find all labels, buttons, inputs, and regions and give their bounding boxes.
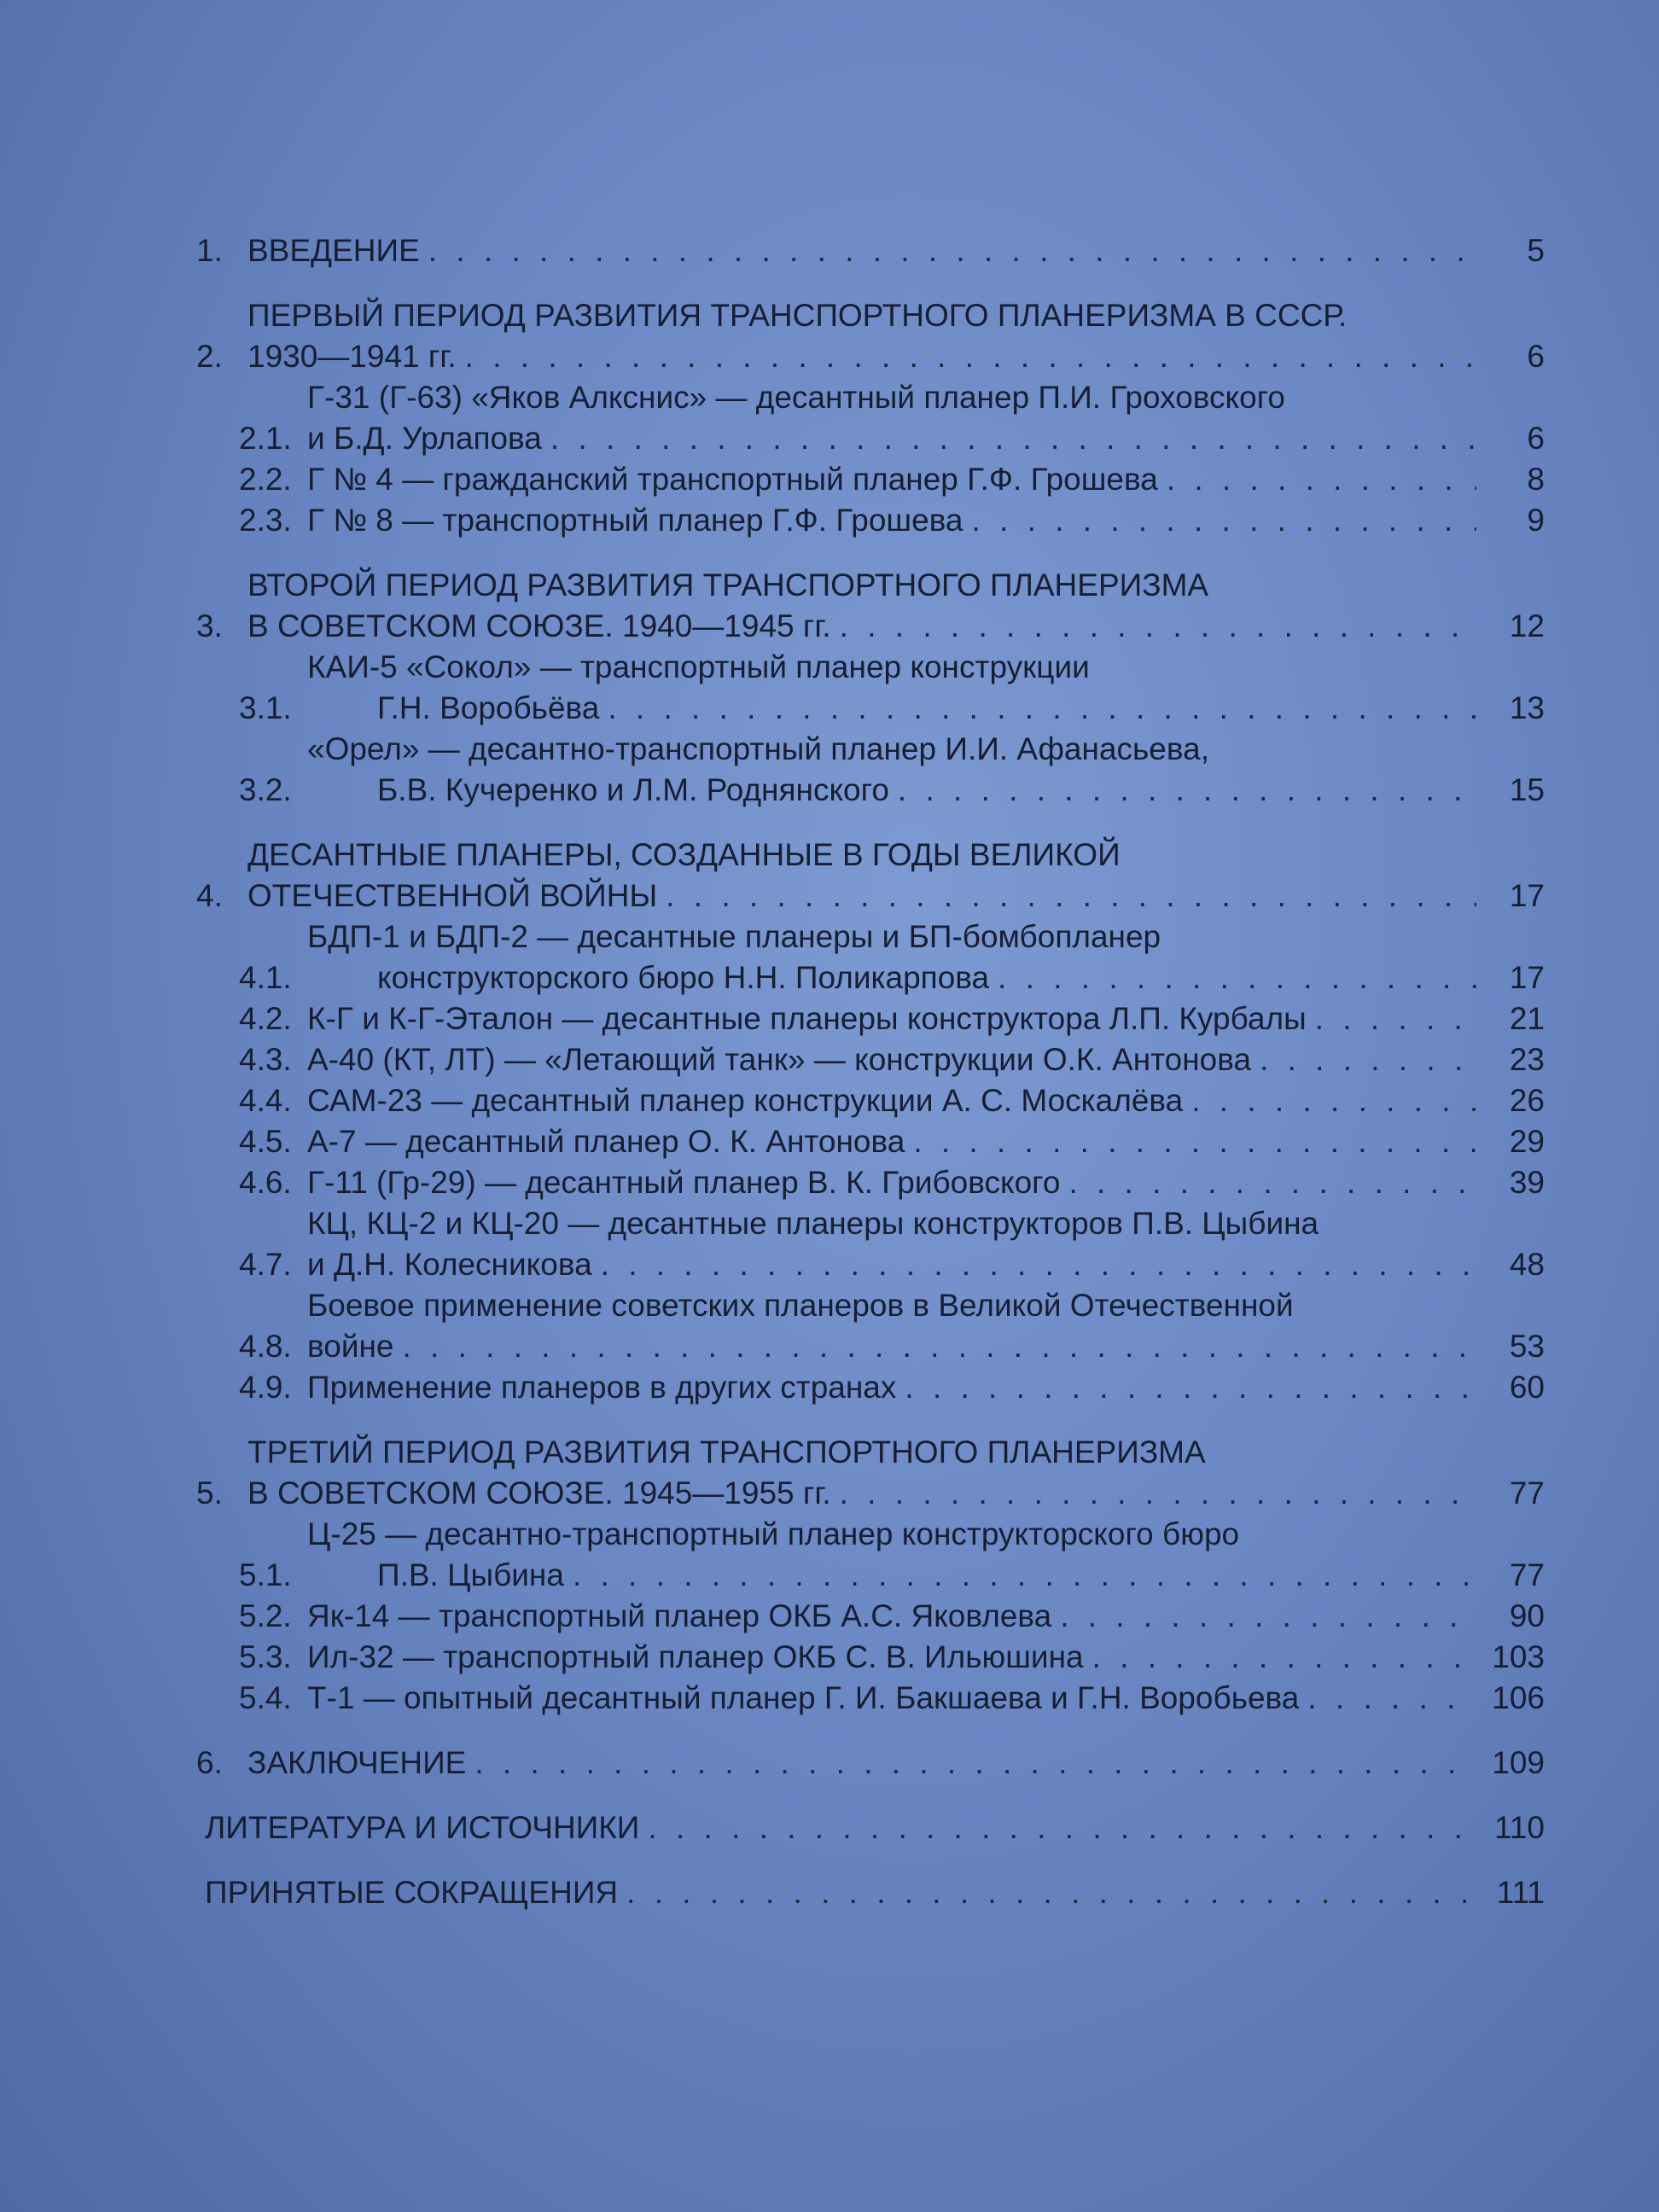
toc-number: 2.2. <box>239 462 292 497</box>
toc-entry[interactable] <box>196 917 1545 998</box>
toc-entry[interactable] <box>196 1162 1545 1203</box>
toc-number: 4.3. <box>239 1042 292 1077</box>
toc-page: 23 <box>1509 1042 1545 1077</box>
toc-entry[interactable] <box>196 729 1545 811</box>
toc-page: 103 <box>1492 1639 1545 1674</box>
toc-title-cont: и Д.Н. Колесникова <box>307 1247 592 1282</box>
toc-title: Ц-25 — десантно-транспортный планер конструкторского бюро <box>307 1516 1240 1551</box>
toc-page: 13 <box>1509 690 1545 725</box>
toc-title-cont: конструкторского бюро Н.Н. Поликарпова <box>377 960 990 995</box>
toc-page: 17 <box>1509 960 1545 995</box>
dot-leader <box>998 958 1476 998</box>
dot-leader <box>1307 1678 1476 1719</box>
toc-entry[interactable] <box>196 1121 1545 1162</box>
toc-title: Г-31 (Г-63) «Яков Алкснис» — десантный планер П.И. Гроховского <box>307 380 1285 415</box>
toc-page: 90 <box>1509 1598 1545 1633</box>
toc-title-cont: Б.В. Кучеренко и Л.М. Роднянского <box>377 772 889 807</box>
toc-entry[interactable] <box>196 1514 1545 1596</box>
toc-title-cont: войне <box>307 1329 394 1364</box>
toc-entry[interactable] <box>196 1678 1545 1719</box>
toc-number: 5.4. <box>239 1680 292 1715</box>
toc-entry[interactable] <box>196 1367 1545 1408</box>
toc-number: 4.6. <box>239 1165 292 1200</box>
dot-leader <box>1315 998 1476 1039</box>
toc-title: ДЕСАНТНЫЕ ПЛАНЕРЫ, СОЗДАННЫЕ В ГОДЫ ВЕЛИКОЙ <box>247 837 1121 872</box>
toc-entry[interactable] <box>196 1596 1545 1637</box>
toc-number: 1. <box>196 233 223 268</box>
toc-page: 53 <box>1509 1329 1545 1364</box>
toc-number: 4. <box>196 878 223 913</box>
dot-leader <box>972 500 1476 541</box>
toc-title: Г № 8 — транспортный планер Г.Ф. Грошева <box>307 503 963 538</box>
toc-page: 48 <box>1509 1247 1545 1282</box>
toc-number: 4.7. <box>239 1247 292 1282</box>
toc-entry[interactable] <box>196 230 1545 271</box>
toc-page: 39 <box>1509 1165 1545 1200</box>
toc-page: 111 <box>1496 1875 1545 1910</box>
dot-leader <box>840 1473 1476 1514</box>
toc-number: 5.3. <box>239 1639 292 1674</box>
toc-number: 2. <box>196 339 223 374</box>
dot-leader <box>428 230 1476 271</box>
toc-page: 9 <box>1527 503 1545 538</box>
table-of-contents <box>196 230 1545 1913</box>
dot-leader <box>573 1555 1476 1596</box>
dot-leader <box>666 876 1476 917</box>
toc-title: А-7 — десантный планер О. К. Антонова <box>307 1124 905 1159</box>
dot-leader <box>403 1326 1477 1367</box>
toc-entry[interactable] <box>196 1432 1545 1514</box>
toc-title-cont: В СОВЕТСКОМ СОЮЗЕ. 1945—1955 гг. <box>247 1476 831 1511</box>
toc-entry[interactable] <box>196 1039 1545 1080</box>
toc-number: 5.2. <box>239 1598 292 1633</box>
toc-page: 6 <box>1527 339 1545 374</box>
dot-leader <box>550 418 1476 459</box>
toc-number: 6. <box>196 1745 223 1780</box>
toc-title: К-Г и К-Г-Эталон — десантные планеры конструктора Л.П. Курбалы <box>307 1001 1307 1036</box>
toc-entry[interactable] <box>196 998 1545 1039</box>
dot-leader <box>1068 1162 1476 1203</box>
toc-title: САМ-23 — десантный планер конструкции А. С. Москалёва <box>307 1083 1184 1118</box>
toc-entry[interactable] <box>196 295 1545 377</box>
toc-title: КЦ, КЦ-2 и КЦ-20 — десантные планеры конструкторов П.В. Цыбина <box>307 1206 1319 1241</box>
toc-title: Г-11 (Гр-29) — десантный планер В. К. Грибовского <box>307 1165 1061 1200</box>
toc-page: 106 <box>1492 1680 1545 1715</box>
toc-number: 3. <box>196 608 223 643</box>
toc-number: 2.3. <box>239 503 292 538</box>
toc-page: 6 <box>1527 421 1545 456</box>
toc-number: 4.4. <box>239 1083 292 1118</box>
toc-entry[interactable] <box>196 1203 1545 1285</box>
dot-leader <box>626 1872 1476 1913</box>
toc-title-cont: Г.Н. Воробьёва <box>377 690 600 725</box>
toc-title-cont: ОТЕЧЕСТВЕННОЙ ВОЙНЫ <box>247 878 658 913</box>
toc-title-cont: 1930—1941 гг. <box>247 339 457 374</box>
toc-page: 77 <box>1509 1476 1545 1511</box>
toc-number: 5. <box>196 1476 223 1511</box>
toc-title: А-40 (КТ, ЛТ) — «Летающий танк» — конструкции О.К. Антонова <box>307 1042 1252 1077</box>
toc-page: 26 <box>1509 1083 1545 1118</box>
toc-page: 17 <box>1509 878 1545 913</box>
toc-page: 15 <box>1509 772 1545 807</box>
toc-title: Як-14 — транспортный планер ОКБ А.С. Яковлева <box>307 1598 1052 1633</box>
toc-title: ЗАКЛЮЧЕНИЕ <box>247 1745 467 1780</box>
toc-title-cont: В СОВЕТСКОМ СОЮЗЕ. 1940—1945 гг. <box>247 608 831 643</box>
toc-title: ЛИТЕРАТУРА И ИСТОЧНИКИ <box>205 1810 640 1845</box>
toc-page: 60 <box>1509 1370 1545 1405</box>
toc-entry[interactable] <box>196 1872 1545 1913</box>
toc-entry[interactable] <box>196 1807 1545 1848</box>
toc-title: «Орел» — десантно-транспортный планер И.И. Афанасьева, <box>307 731 1209 766</box>
toc-title-cont: и Б.Д. Урлапова <box>307 421 542 456</box>
toc-entry[interactable] <box>196 1285 1545 1367</box>
toc-entry[interactable] <box>196 1080 1545 1121</box>
toc-number: 4.2. <box>239 1001 292 1036</box>
toc-title: БДП-1 и БДП-2 — десантные планеры и БП-бомбопланер <box>307 919 1161 954</box>
dot-leader <box>1092 1637 1476 1678</box>
toc-entry[interactable] <box>196 500 1545 541</box>
dot-leader <box>1191 1080 1476 1121</box>
toc-entry[interactable] <box>196 1743 1545 1784</box>
toc-entry[interactable] <box>196 459 1545 500</box>
toc-number: 5.1. <box>239 1557 292 1592</box>
dot-leader <box>1167 459 1476 500</box>
dot-leader <box>601 1244 1476 1285</box>
toc-number: 4.1. <box>239 960 292 995</box>
toc-title: Боевое применение советских планеров в Великой Отечественной <box>307 1288 1294 1323</box>
toc-page: 5 <box>1527 233 1545 268</box>
toc-title: ВТОРОЙ ПЕРИОД РАЗВИТИЯ ТРАНСПОРТНОГО ПЛАНЕРИЗМА <box>247 568 1209 602</box>
toc-entry[interactable] <box>196 647 1545 729</box>
dot-leader <box>913 1121 1476 1162</box>
toc-title: КАИ-5 «Сокол» — транспортный планер конструкции <box>307 649 1090 684</box>
toc-title: Г № 4 — гражданский транспортный планер Г.Ф. Грошева <box>307 462 1158 497</box>
toc-number: 2.1. <box>239 421 292 456</box>
toc-title: ПРИНЯТЫЕ СОКРАЩЕНИЯ <box>205 1875 619 1910</box>
toc-entry[interactable] <box>196 835 1545 917</box>
toc-page: 29 <box>1509 1124 1545 1159</box>
dot-leader <box>608 688 1476 729</box>
toc-title: ТРЕТИЙ ПЕРИОД РАЗВИТИЯ ТРАНСПОРТНОГО ПЛАНЕРИЗМА <box>247 1435 1206 1470</box>
toc-page: 110 <box>1494 1810 1545 1845</box>
dot-leader <box>1060 1596 1476 1637</box>
dot-leader <box>474 1743 1476 1784</box>
toc-page: 77 <box>1509 1557 1545 1592</box>
toc-number: 4.5. <box>239 1124 292 1159</box>
dot-leader <box>840 606 1476 647</box>
toc-entry[interactable] <box>196 377 1545 459</box>
toc-page: 8 <box>1527 462 1545 497</box>
toc-title: ВВЕДЕНИЕ <box>247 233 420 268</box>
toc-number: 3.2. <box>239 772 292 807</box>
dot-leader <box>648 1807 1476 1848</box>
toc-page: 109 <box>1492 1745 1545 1780</box>
toc-title: Применение планеров в других странах <box>307 1370 897 1405</box>
toc-title: Ил-32 — транспортный планер ОКБ С. В. Ильюшина <box>307 1639 1084 1674</box>
toc-title-cont: П.В. Цыбина <box>377 1557 564 1592</box>
dot-leader <box>898 770 1476 811</box>
toc-title: ПЕРВЫЙ ПЕРИОД РАЗВИТИЯ ТРАНСПОРТНОГО ПЛАНЕРИЗМА В СССР. <box>247 298 1348 333</box>
toc-entry[interactable] <box>196 565 1545 647</box>
toc-title: Т-1 — опытный десантный планер Г. И. Бакшаева и Г.Н. Воробьева <box>307 1680 1300 1715</box>
toc-page: 21 <box>1509 1001 1545 1036</box>
toc-number: 3.1. <box>239 690 292 725</box>
toc-page: 12 <box>1509 608 1545 643</box>
dot-leader <box>1260 1039 1476 1080</box>
dot-leader <box>905 1367 1476 1408</box>
toc-number: 4.8. <box>239 1329 292 1364</box>
toc-number: 4.9. <box>239 1370 292 1405</box>
dot-leader <box>465 336 1476 377</box>
toc-entry[interactable] <box>196 1637 1545 1678</box>
